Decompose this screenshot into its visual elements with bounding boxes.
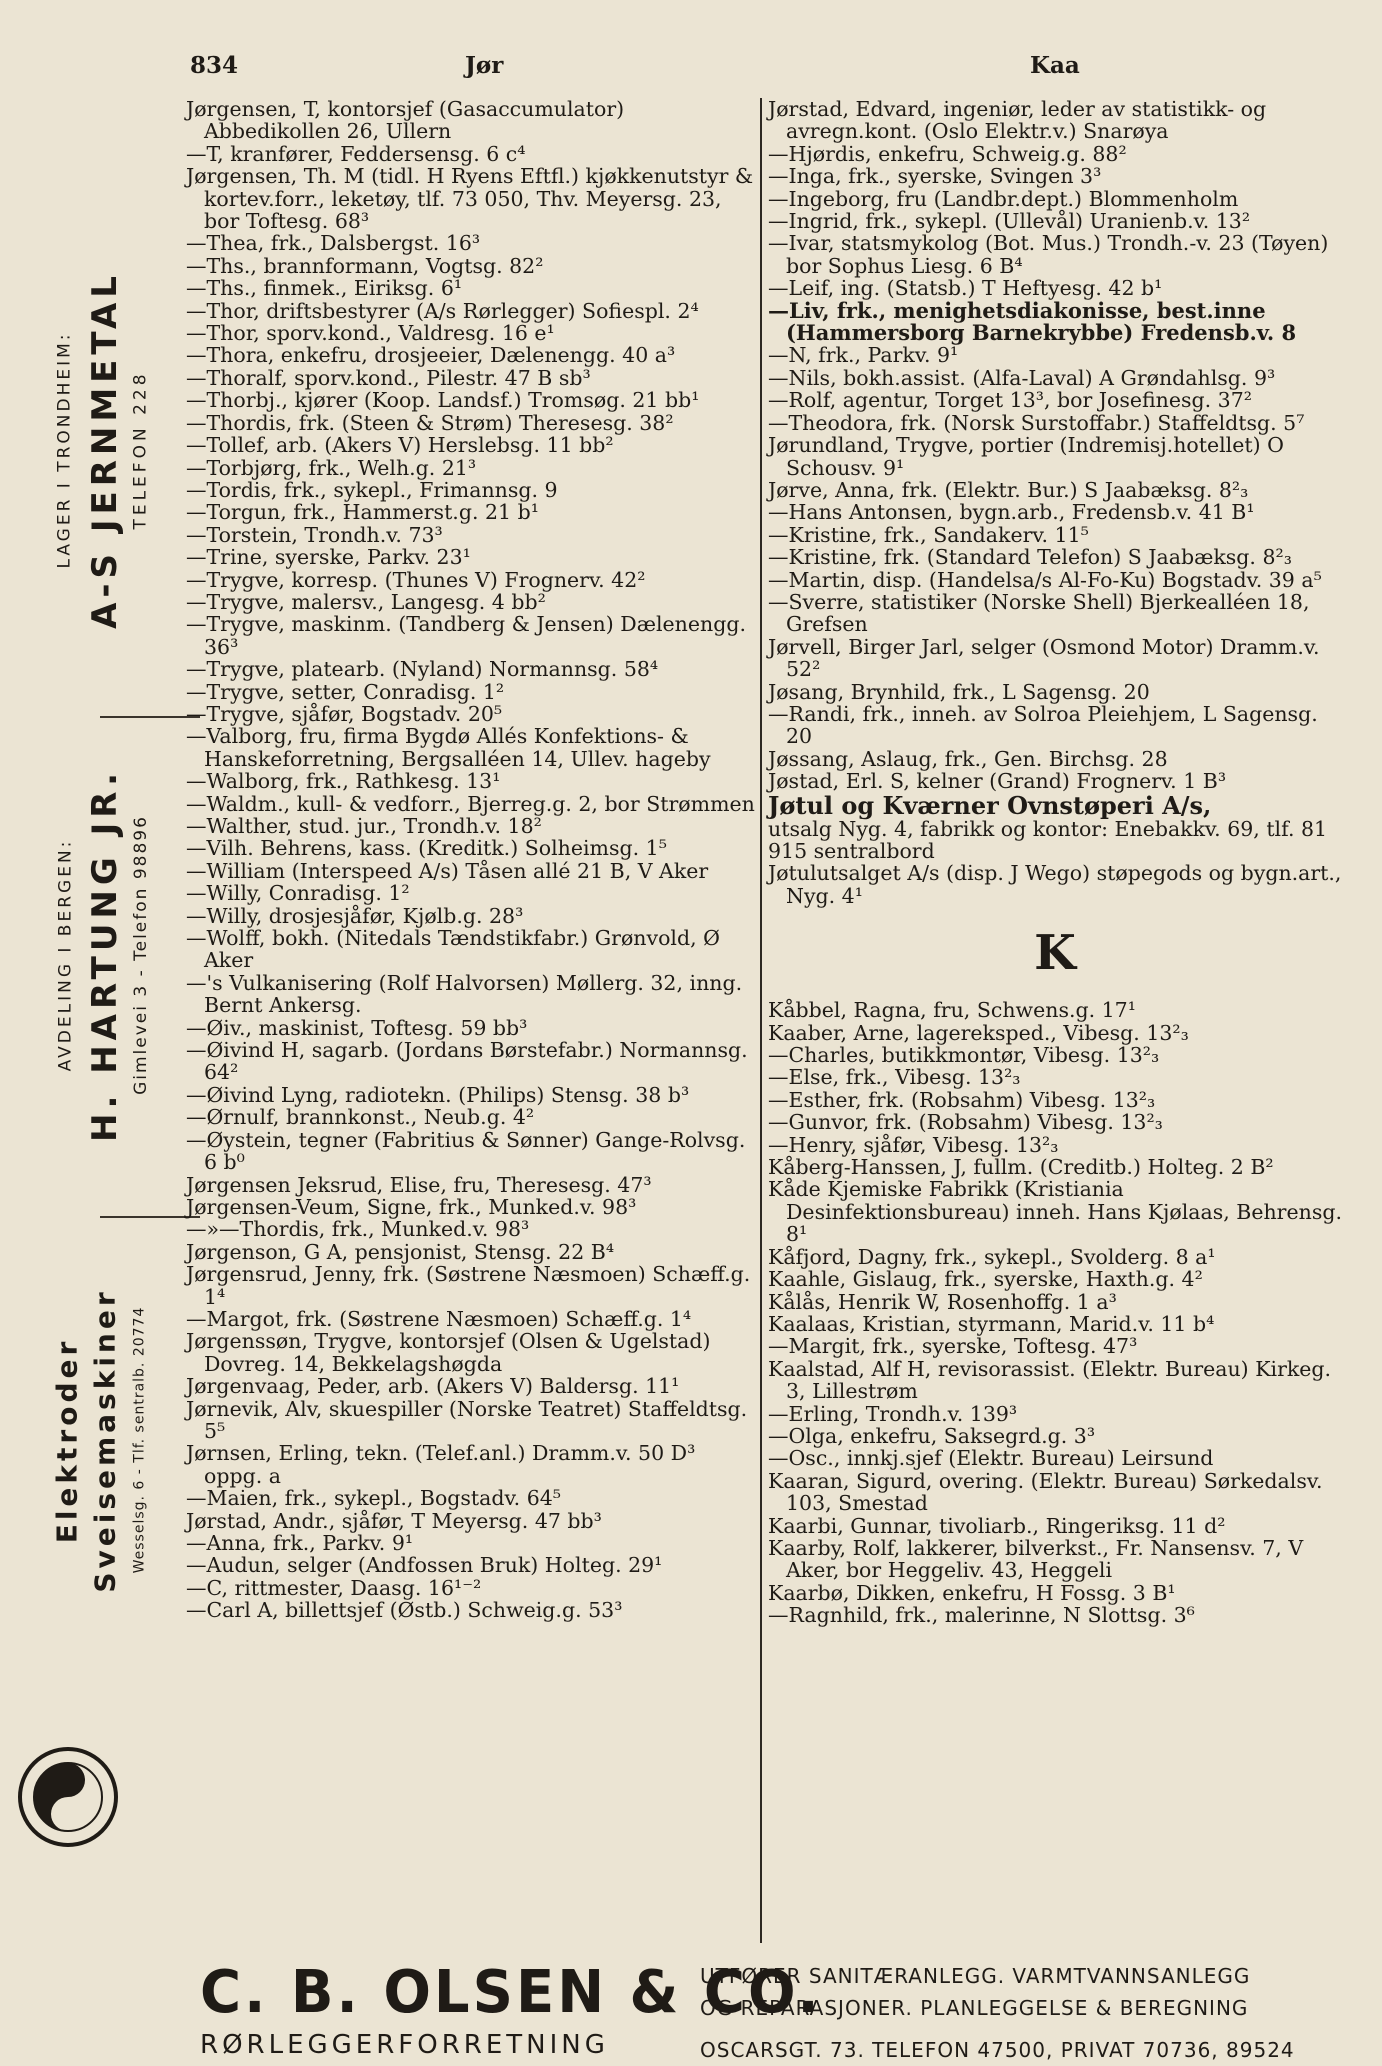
directory-entry: —Vilh. Behrens, kass. (Kreditk.) Solheimsg. 1⁵: [186, 836, 667, 861]
directory-entry: Jørundland, Trygve, portier (Indremisj.hotellet) O Schousv. 9¹: [768, 433, 1284, 480]
directory-entry: Kaaran, Sigurd, overing. (Elektr. Bureau) Sørkedalsv. 103, Smestad: [768, 1468, 1323, 1516]
ad-separator: [100, 1216, 200, 1218]
olsen-banner: [200, 1958, 1340, 2062]
directory-entry: —C, rittmester, Daasg. 16¹⁻²: [186, 1575, 482, 1600]
directory-entry: —Audun, selger (Andfossen Bruk) Holteg. 29¹: [186, 1553, 663, 1578]
directory-entry: —Gunvor, frk. (Robsahm) Vibesg. 13²₃: [768, 1110, 1163, 1135]
directory-entry: —Ørnulf, brannkonst., Neub.g. 4²: [186, 1105, 535, 1130]
ad-hartung: [40, 740, 170, 1170]
directory-entry: —Willy, Conradisg. 1²: [186, 881, 410, 906]
directory-entry: Jørgensen Jeksrud, Elise, fru, Theresesg. 47³: [186, 1172, 652, 1197]
directory-entry: —Esther, frk. (Robsahm) Vibesg. 13²₃: [768, 1087, 1156, 1112]
directory-entry: —Olga, enkefru, Saksegrd.g. 3³: [768, 1423, 1096, 1448]
directory-entry: Kaalaas, Kristian, styrmann, Marid.v. 11 b⁴: [768, 1311, 1215, 1336]
directory-entry: —Trygve, setter, Conradisg. 1²: [186, 679, 505, 704]
directory-entry: —T, kranfører, Feddersensg. 6 c⁴: [186, 141, 526, 166]
left-column: [186, 98, 756, 1622]
directory-entry: —Maien, frk., sykepl., Bogstadv. 64⁵: [186, 1486, 561, 1511]
directory-entry: —N, frk., Parkv. 9¹: [768, 343, 959, 368]
directory-entry: —Walborg, frk., Rathkesg. 13¹: [186, 769, 501, 794]
ad-elektroder-line3: Wesselsg. 6 - Tlf. sentralb. 20774: [131, 1306, 147, 1574]
directory-entry: Kåde Kjemiske Fabrikk (Kristiania Desinfektionsbureau) inneh. Hans Kjølaas, Behrensg. 8¹: [768, 1177, 1342, 1247]
banner-subtitle: RØRLEGGERFORRETNING: [200, 2030, 609, 2060]
directory-entry: —Tordis, frk., sykepl., Frimannsg. 9: [186, 477, 558, 502]
directory-entry: Jørstad, Andr., sjåfør, T Meyersg. 47 bb³: [186, 1508, 602, 1533]
directory-entry: —Thorbj., kjører (Koop. Landsf.) Tromsøg. 21 bb¹: [186, 388, 700, 413]
directory-entry: —William (Interspeed A/s) Tåsen allé 21 B, V Aker: [186, 858, 709, 883]
directory-entry: Jøstad, Erl. S, kelner (Grand) Frognerv. 1 B³: [768, 769, 1227, 794]
directory-entry: Kålås, Henrik W, Rosenhoffg. 1 a³: [768, 1289, 1117, 1314]
directory-entry: —Carl A, billettsjef (Østb.) Schweig.g. 53³: [186, 1598, 623, 1623]
ad-jernmetal-line2: A-S JERNMETAL: [85, 271, 126, 629]
directory-entry: —Hjørdis, enkefru, Schweig.g. 88²: [768, 141, 1127, 166]
directory-entry: Kaarbø, Dikken, enkefru, H Fossg. 3 B¹: [768, 1580, 1176, 1605]
directory-entry: —Willy, drosjesjåfør, Kjølb.g. 28³: [186, 903, 524, 928]
directory-entry: —Charles, butikkmontør, Vibesg. 13²₃: [768, 1043, 1160, 1068]
jotul-details: utsalg Nyg. 4, fabrikk og kontor: Enebakkv. 69, tlf. 81 915 sentralbord: [768, 816, 1328, 863]
right-entry-list-d: [768, 862, 1342, 907]
directory-entry: Jørvell, Birger Jarl, selger (Osmond Motor) Dramm.v. 52²: [768, 634, 1320, 682]
directory-entry: Kaahle, Gislaug, frk., syerske, Haxth.g. 4²: [768, 1267, 1203, 1292]
directory-entry: —Anna, frk., Parkv. 9¹: [186, 1531, 414, 1555]
directory-entry: Kåberg-Hanssen, J, fullm. (Creditb.) Holteg. 2 B²: [768, 1155, 1274, 1180]
directory-entry: Jørgensen, T, kontorsjef (Gasaccumulator) Abbedikollen 26, Ullern: [186, 97, 625, 144]
directory-entry: —Trygve, sjåfør, Bogstadv. 20⁵: [186, 701, 503, 726]
directory-entry: —Wolff, bokh. (Nitedals Tændstikfabr.) Grønvold, Ø Aker: [186, 926, 720, 973]
directory-entry: —Thor, driftsbestyrer (A/s Rørlegger) Sofiespl. 2⁴: [186, 298, 699, 323]
directory-entry: —Trygve, maskinm. (Tandberg & Jensen) Dælenengg. 36³: [186, 612, 746, 659]
side-advertisements: [40, 250, 170, 1730]
banner-services-line1: UTFØRER SANITÆRANLEGG. VARMTVANNSANLEGG: [700, 1964, 1251, 1988]
directory-entry: —Valborg, fru, firma Bygdø Allés Konfektions- & Hanskeforretning, Bergsalléen 14, Ullev. hageby: [186, 724, 711, 771]
directory-entry: —Kristine, frk., Sandakerv. 11⁵: [768, 522, 1089, 547]
directory-entry: —Ingrid, frk., sykepl. (Ullevål) Uranienb.v. 13²: [768, 209, 1251, 234]
directory-entry: —Øivind Lyng, radiotekn. (Philips) Stensg. 38 b³: [186, 1082, 690, 1107]
directory-entry: —Trygve, malersv., Langesg. 4 bb²: [186, 589, 546, 614]
directory-entry: —Ingeborg, fru (Landbr.dept.) Blommenholm: [768, 186, 1239, 211]
directory-entry: Kaalstad, Alf H, revisorassist. (Elektr. Bureau) Kirkeg. 3, Lillestrøm: [768, 1356, 1332, 1404]
section-letter: K: [1034, 925, 1076, 982]
banner-company-name: C. B. OLSEN & CO.: [200, 1958, 822, 2027]
directory-entry: —Ths., finmek., Eiriksg. 6¹: [186, 276, 463, 301]
directory-entry: —Walther, stud. jur., Trondh.v. 18²: [186, 814, 542, 838]
directory-entry: —Rolf, agentur, Torget 13³, bor Josefinesg. 37²: [768, 388, 1252, 413]
directory-entry: Jørgensen, Th. M (tidl. H Ryens Eftfl.) kjøkkenutstyr & kortev.forr., leketøy, tlf. 73 050, Thv. Meyersg. 23, bor Toftesg. 68³: [186, 164, 754, 234]
directory-entry: —Sverre, statistiker (Norske Shell) Bjerkealléen 18, Grefsen: [768, 589, 1310, 637]
directory-entry: Kåbbel, Ragna, fru, Schwens.g. 17¹: [768, 998, 1136, 1023]
directory-entry: Jørgenssøn, Trygve, kontorsjef (Olsen & Ugelstad) Dovreg. 14, Bekkelagshøgda: [186, 1329, 711, 1376]
ad-hartung-line3: Gimlevei 3 - Telefon 98896: [131, 815, 152, 1095]
ad-jernmetal: [40, 250, 170, 650]
directory-entry: —Trygve, platearb. (Nyland) Normannsg. 58⁴: [186, 657, 659, 682]
directory-entry: Jørgenvaag, Peder, arb. (Akers V) Baldersg. 11¹: [186, 1374, 680, 1399]
directory-entry: —Else, frk., Vibesg. 13²₃: [768, 1065, 1021, 1090]
ad-hartung-line1: AVDELING I BERGEN:: [55, 838, 75, 1072]
directory-entry: —Torgun, frk., Hammerst.g. 21 b¹: [186, 500, 539, 525]
directory-entry: —Thea, frk., Dalsbergst. 16³: [186, 231, 481, 256]
ad-hartung-line2: H. HARTUNG JR.: [85, 767, 126, 1143]
directory-entry: —Hans Antonsen, bygn.arb., Fredensb.v. 41 B¹: [768, 500, 1255, 525]
directory-entry: —Theodora, frk. (Norsk Surstoffabr.) Staffeldtsg. 5⁷: [768, 410, 1305, 435]
bold-entry-liv: —Liv, frk., menighetsdiakonisse, best.inne (Hammersborg Barnekrybbe) Fredensb.v. 8: [768, 297, 1297, 346]
ad-elektroder-line2: Sveisemaskiner: [88, 1287, 122, 1593]
directory-entry: —Torbjørg, frk., Welh.g. 21³: [186, 455, 477, 480]
left-entry-list: [186, 98, 756, 1622]
right-entry-list-k: [768, 999, 1342, 1626]
directory-entry: Jøssang, Aslaug, frk., Gen. Birchsg. 28: [768, 746, 1168, 771]
ad-elektroder: [40, 1240, 170, 1640]
directory-entry: —Margot, frk. (Søstrene Næsmoen) Schæff.g. 1⁴: [186, 1306, 692, 1331]
directory-entry: —Ths., brannformann, Vogtsg. 82²: [186, 253, 544, 278]
right-running-head: Kaa: [1030, 52, 1080, 79]
directory-entry: Jørstad, Edvard, ingeniør, leder av statistikk- og avregn.kont. (Oslo Elektr.v.) Snarøya: [768, 97, 1267, 144]
directory-entry: Kaarby, Rolf, lakkerer, bilverkst., Fr. Nansensv. 7, V Aker, bor Heggeliv. 43, Heggeli: [768, 1535, 1304, 1583]
directory-entry: —Thor, sporv.kond., Valdresg. 16 e¹: [186, 321, 555, 346]
directory-entry: Jøtulutsalget A/s (disp. J Wego) støpegods og bygn.art., Nyg. 4¹: [768, 861, 1342, 908]
banner-services: [700, 1960, 1295, 2066]
directory-entry: —Øivind H, sagarb. (Jordans Børstefabr.) Normannsg. 64²: [186, 1038, 748, 1085]
mesab-logo: [16, 1745, 121, 1850]
directory-entry: —Ragnhild, frk., malerinne, N Slottsg. 3⁶: [768, 1603, 1195, 1628]
directory-entry: —»—Thordis, frk., Munked.v. 98³: [186, 1217, 530, 1242]
directory-entry: Jørnsen, Erling, tekn. (Telef.anl.) Dramm.v. 50 D³ oppg. a: [186, 1441, 696, 1488]
directory-entry: Jørgenson, G A, pensjonist, Stensg. 22 B⁴: [186, 1239, 615, 1264]
directory-entry: —Henry, sjåfør, Vibesg. 13²₃: [768, 1132, 1059, 1157]
left-running-head: Jør: [465, 52, 504, 79]
directory-entry: —Kristine, frk. (Standard Telefon) S Jaabæksg. 8²₃: [768, 545, 1292, 570]
directory-entry: —Waldm., kull- & vedforr., Bjerreg.g. 2, bor Strømmen: [186, 791, 755, 816]
directory-entry: —'s Vulkanisering (Rolf Halvorsen) Møllerg. 32, inng. Bernt Ankersg.: [186, 970, 743, 1018]
directory-entry: —Leif, ing. (Statsb.) T Heftyesg. 42 b¹: [768, 276, 1163, 301]
column-divider: [760, 98, 762, 1943]
ad-jernmetal-line3: TELEFON 228: [131, 370, 152, 530]
directory-entry: —Øiv., maskinist, Toftesg. 59 bb³: [186, 1015, 528, 1040]
directory-entry: —Martin, disp. (Handelsa/s Al-Fo-Ku) Bogstadv. 39 a⁵: [768, 567, 1322, 592]
right-entry-list-a: [768, 98, 1342, 277]
directory-entry: —Nils, bokh.assist. (Alfa-Laval) A Grøndahlsg. 9³: [768, 365, 1276, 390]
directory-entry: Kaaber, Arne, lagereksped., Vibesg. 13²₃: [768, 1020, 1189, 1045]
directory-entry: —Tollef, arb. (Akers V) Herslebsg. 11 bb²: [186, 433, 614, 458]
directory-entry: —Trine, syerske, Parkv. 23¹: [186, 545, 471, 570]
directory-entry: Kåfjord, Dagny, frk., sykepl., Svolderg. 8 a¹: [768, 1244, 1216, 1269]
directory-entry: —Thora, enkefru, drosjeeier, Dælenengg. 40 a³: [186, 343, 676, 368]
directory-entry: —Trygve, korresp. (Thunes V) Frognerv. 42²: [186, 567, 646, 592]
bold-entry-jotul: Jøtul og Kværner Ovnstøperi A/s,: [768, 790, 1212, 820]
right-entry-list-c: [768, 344, 1342, 792]
page-number: 834: [190, 52, 239, 79]
banner-address: OSCARSGT. 73. TELEFON 47500, PRIVAT 70736, 89524: [700, 2038, 1295, 2062]
directory-entry: Kaarbi, Gunnar, tivoliarb., Ringeriksg. 11 d²: [768, 1513, 1226, 1538]
directory-entry: —Thoralf, sporv.kond., Pilestr. 47 B sb³: [186, 365, 591, 390]
directory-entry: —Torstein, Trondh.v. 73³: [186, 522, 443, 547]
right-entry-list-b: [768, 277, 1342, 299]
directory-entry: Jøsang, Brynhild, frk., L Sagensg. 20: [768, 679, 1150, 704]
ad-separator: [100, 716, 200, 718]
directory-entry: —Thordis, frk. (Steen & Strøm) Theresesg. 38²: [186, 410, 674, 435]
directory-entry: Jørnevik, Alv, skuespiller (Norske Teatret) Staffeldtsg. 5⁵: [186, 1396, 748, 1443]
directory-entry: —Margit, frk., syerske, Toftesg. 47³: [768, 1334, 1138, 1359]
directory-entry: —Øystein, tegner (Fabritius & Sønner) Gange-Rolvsg. 6 b⁰: [186, 1127, 746, 1175]
directory-entry: —Ivar, statsmykolog (Bot. Mus.) Trondh.-v. 23 (Tøyen) bor Sophus Liesg. 6 B⁴: [768, 231, 1329, 278]
banner-services-line2: OG REPARASJONER. PLANLEGGELSE & BEREGNING: [700, 1996, 1249, 2020]
directory-entry: Jørve, Anna, frk. (Elektr. Bur.) S Jaabæksg. 8²₃: [768, 477, 1249, 502]
directory-entry: Jørgensrud, Jenny, frk. (Søstrene Næsmoen) Schæff.g. 1⁴: [186, 1262, 751, 1309]
ad-elektroder-line1: Elektroder: [50, 1337, 84, 1543]
directory-entry: —Osc., innkj.sjef (Elektr. Bureau) Leirsund: [768, 1446, 1214, 1471]
directory-entry: —Randi, frk., inneh. av Solroa Pleiehjem, L Sagensg. 20: [768, 701, 1318, 749]
directory-entry: Jørgensen-Veum, Signe, frk., Munked.v. 98³: [186, 1194, 637, 1219]
directory-entry: —Inga, frk., syerske, Svingen 3³: [768, 164, 1102, 189]
right-column: [768, 98, 1342, 1627]
directory-entry: —Erling, Trondh.v. 139³: [768, 1401, 1018, 1426]
ad-jernmetal-line1: LAGER I TRONDHEIM:: [55, 331, 75, 569]
